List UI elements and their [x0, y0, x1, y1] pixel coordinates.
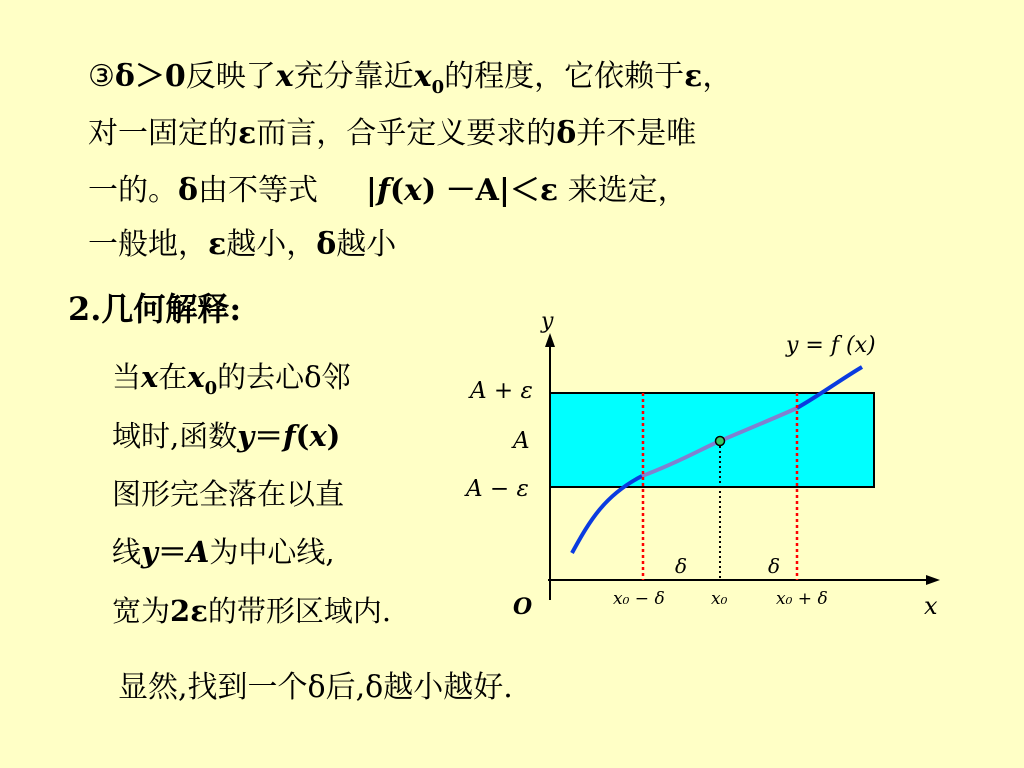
text: 来选定， [567, 173, 688, 208]
text: 并不是唯 [576, 116, 697, 151]
text: 越小 [336, 227, 397, 262]
x0-minus-delta-label: x₀ − δ [613, 589, 665, 609]
text: 宽为 [112, 594, 171, 628]
delta: δ [316, 227, 337, 262]
func-f: f [376, 173, 390, 208]
inequality: －A|＜ε [445, 173, 559, 208]
func-f: f [283, 419, 296, 453]
text: 线 [112, 535, 142, 569]
text: 后, [325, 670, 366, 705]
delta: δ [178, 173, 199, 208]
x-axis-label: x [924, 592, 938, 620]
paren: ) [326, 419, 341, 453]
var-x: x [141, 360, 159, 394]
text: 的去心 [217, 360, 305, 394]
circled-number: ③ [88, 59, 115, 94]
text: 在 [158, 360, 188, 394]
const-A: A [186, 535, 210, 569]
text: 的程度，它依赖于 [444, 59, 685, 94]
text: 而言，合乎定义要求的 [256, 116, 557, 151]
text: 越小， [226, 227, 317, 262]
text: 越小越好. [383, 670, 513, 705]
x0-label: x₀ [711, 589, 728, 609]
text: 显然,找到一个 [118, 670, 308, 705]
function-label: y = f (x) [786, 333, 876, 358]
epsilon-band [550, 393, 874, 487]
delta: δ [307, 670, 326, 705]
paren: ( [389, 173, 405, 208]
var-x: x [275, 59, 294, 94]
delta-left-label: δ [675, 554, 688, 578]
text: 的带形区域内. [207, 594, 392, 628]
epsilon: ε [208, 227, 227, 262]
comma: ， [702, 59, 733, 94]
y-axis-arrow [545, 333, 555, 347]
geo-line-3: 图形完全落在以直 [112, 477, 345, 511]
a-plus-epsilon-label: A + ε [470, 378, 533, 404]
var-x0: x [187, 360, 205, 394]
text: 充分靠近 [293, 59, 414, 94]
subscript: 0 [204, 377, 218, 399]
var-x: x [404, 173, 422, 208]
a-label: A [513, 428, 530, 454]
text: 一般地， [88, 227, 208, 262]
text: 域时,函数 [112, 419, 238, 453]
var-x0: x [413, 59, 432, 94]
y-axis-label: y [541, 309, 554, 334]
origin-label: O [513, 594, 533, 620]
var-y: y [141, 535, 158, 569]
delta-positive: δ＞0 [114, 59, 186, 94]
text: 反映了 [185, 59, 276, 94]
equals: ＝ [157, 535, 187, 569]
x0-plus-delta-label: x₀ + δ [776, 589, 828, 609]
epsilon: ε [684, 59, 703, 94]
paren: ( [295, 419, 310, 453]
text: 一的。 [88, 173, 178, 208]
var-x: x [309, 419, 327, 453]
a-minus-epsilon-label: A − ε [466, 476, 529, 502]
section-heading: 2.几何解释: [68, 290, 242, 328]
paren: ) [421, 173, 437, 208]
text: 邻 [321, 360, 351, 394]
two-epsilon: 2ε [170, 594, 208, 628]
text: 当 [112, 360, 142, 394]
text: 由不等式 [198, 173, 319, 208]
epsilon: ε [238, 116, 257, 151]
equals: ＝ [254, 419, 284, 453]
text: 为中心线, [209, 535, 335, 569]
subscript: 0 [431, 77, 445, 98]
x-axis-arrow [926, 575, 940, 585]
delta-right-label: δ [768, 554, 781, 578]
delta: δ [556, 116, 577, 151]
var-y: y [237, 419, 255, 453]
delta: δ [365, 670, 384, 705]
text: 对一固定的 [88, 116, 238, 151]
delta: δ [304, 360, 322, 394]
abs-bar: | [366, 173, 377, 208]
limit-point [716, 437, 725, 446]
